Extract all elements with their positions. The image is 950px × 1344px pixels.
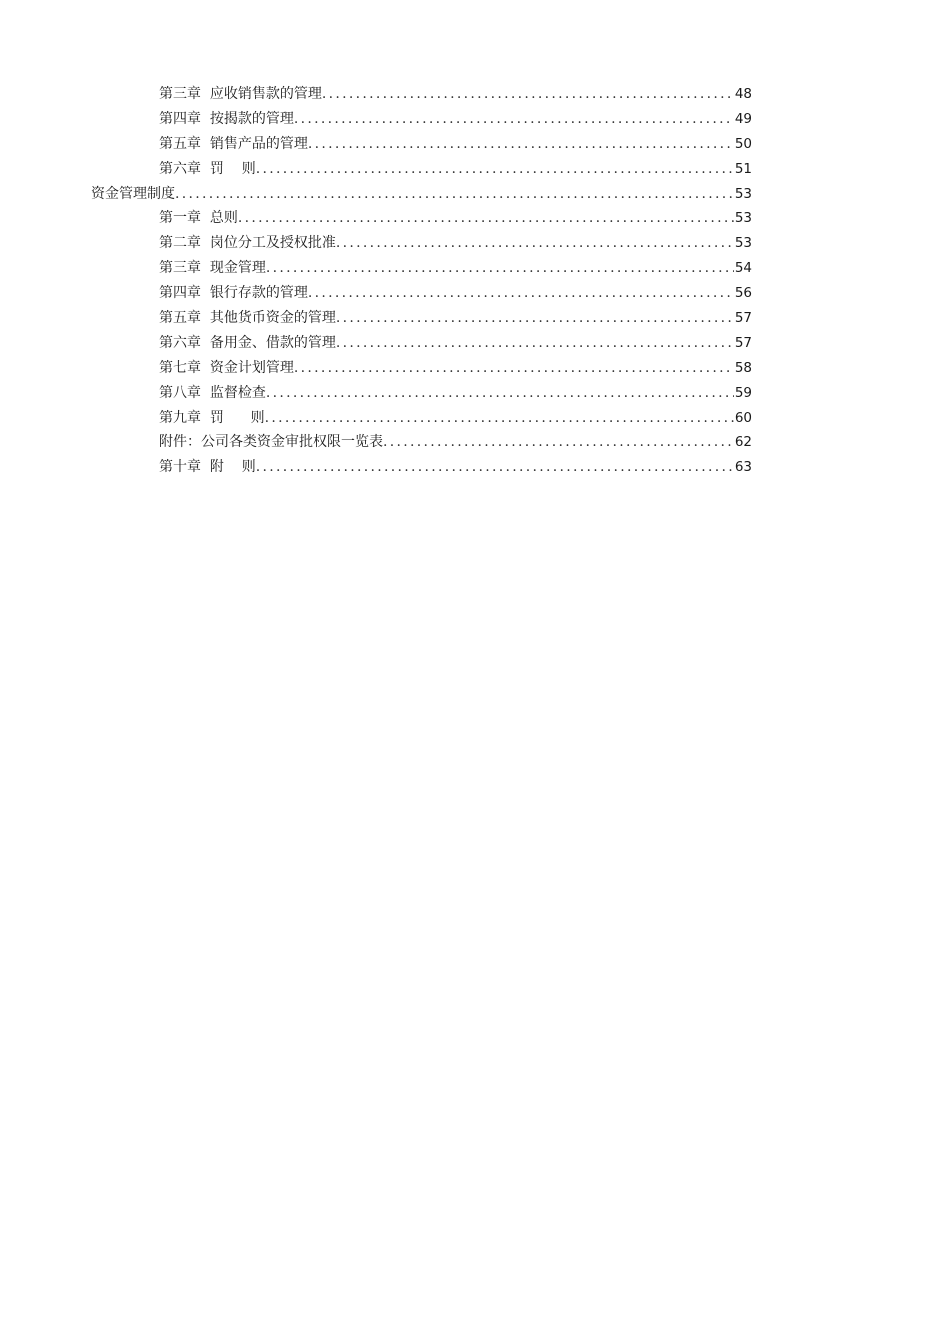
toc-dot-leader: [383, 430, 734, 455]
toc-section-title: 资金管理制度: [91, 185, 175, 202]
toc-page-number: 48: [734, 86, 752, 102]
toc-entry-title: 第四章 按揭款的管理: [159, 110, 294, 127]
toc-page-number: 57: [734, 334, 752, 351]
toc-dot-leader: [238, 206, 734, 231]
toc-page-number: 60: [734, 409, 752, 426]
toc-page-number: 57: [734, 310, 752, 327]
toc-page-number: 50: [734, 135, 752, 152]
toc-dot-leader: [256, 455, 734, 480]
toc-entry-title: 第九章 罚 则: [159, 409, 265, 426]
toc-dot-leader: [256, 157, 734, 182]
toc-entry[interactable]: [0, 206, 950, 231]
toc-entry-title: 第五章 其他货币资金的管理: [159, 310, 336, 327]
toc-entry-title: 第八章 监督检查: [159, 384, 266, 401]
toc-dot-leader: [175, 182, 734, 207]
toc-entry[interactable]: [0, 455, 950, 480]
toc-entry[interactable]: [0, 381, 950, 406]
toc-entry[interactable]: [0, 231, 950, 256]
toc-page-number: 59: [734, 384, 752, 401]
toc-page-number: 51: [734, 160, 752, 177]
toc-page-number: 56: [734, 285, 752, 302]
toc-page-number: 58: [734, 359, 752, 376]
toc-page-number: 63: [734, 459, 752, 476]
table-of-contents: [0, 82, 950, 480]
toc-entry[interactable]: [0, 132, 950, 157]
toc-page-number: 54: [734, 260, 752, 277]
toc-entry[interactable]: [0, 157, 950, 182]
toc-entry-title: 附件：公司各类资金审批权限一览表: [159, 434, 383, 451]
toc-dot-leader: [308, 281, 734, 306]
toc-entry-title: 第十章 附 则: [159, 459, 256, 476]
toc-dot-leader: [266, 381, 734, 406]
toc-section-entry[interactable]: [0, 182, 950, 207]
toc-page-number: 53: [734, 210, 752, 227]
toc-entry-title: 第二章 岗位分工及授权批准: [159, 235, 336, 252]
toc-dot-leader: [336, 231, 734, 256]
toc-entry[interactable]: [0, 306, 950, 331]
toc-dot-leader: [294, 356, 734, 381]
toc-entry[interactable]: [0, 256, 950, 281]
toc-entry-title: 第一章 总则: [159, 210, 238, 227]
toc-dot-leader: [336, 331, 734, 356]
toc-entry-title: 第三章 现金管理: [159, 260, 266, 277]
toc-dot-leader: [265, 406, 734, 431]
toc-dot-leader: [266, 256, 734, 281]
toc-entry-title: 第六章 罚 则: [159, 160, 256, 177]
toc-dot-leader: [308, 132, 734, 157]
toc-entry-title: 第四章 银行存款的管理: [159, 285, 308, 302]
toc-entry[interactable]: [0, 356, 950, 381]
toc-entry-title: 第七章 资金计划管理: [159, 359, 294, 376]
toc-entry-title: 第五章 销售产品的管理: [159, 135, 308, 152]
toc-page-number: 49: [734, 110, 752, 127]
toc-entry[interactable]: [0, 331, 950, 356]
toc-entry-title: 第三章 应收销售款的管理: [159, 86, 322, 102]
toc-page-number: 62: [734, 434, 752, 451]
toc-entry[interactable]: [0, 82, 950, 107]
toc-entry[interactable]: [0, 406, 950, 431]
toc-entry-title: 第六章 备用金、借款的管理: [159, 334, 336, 351]
toc-dot-leader: [294, 107, 734, 132]
toc-page-number: 53: [734, 235, 752, 252]
toc-dot-leader: [322, 82, 734, 107]
toc-entry[interactable]: [0, 107, 950, 132]
toc-entry[interactable]: [0, 430, 950, 455]
toc-entry[interactable]: [0, 281, 950, 306]
toc-page-number: 53: [734, 185, 752, 202]
toc-dot-leader: [336, 306, 734, 331]
